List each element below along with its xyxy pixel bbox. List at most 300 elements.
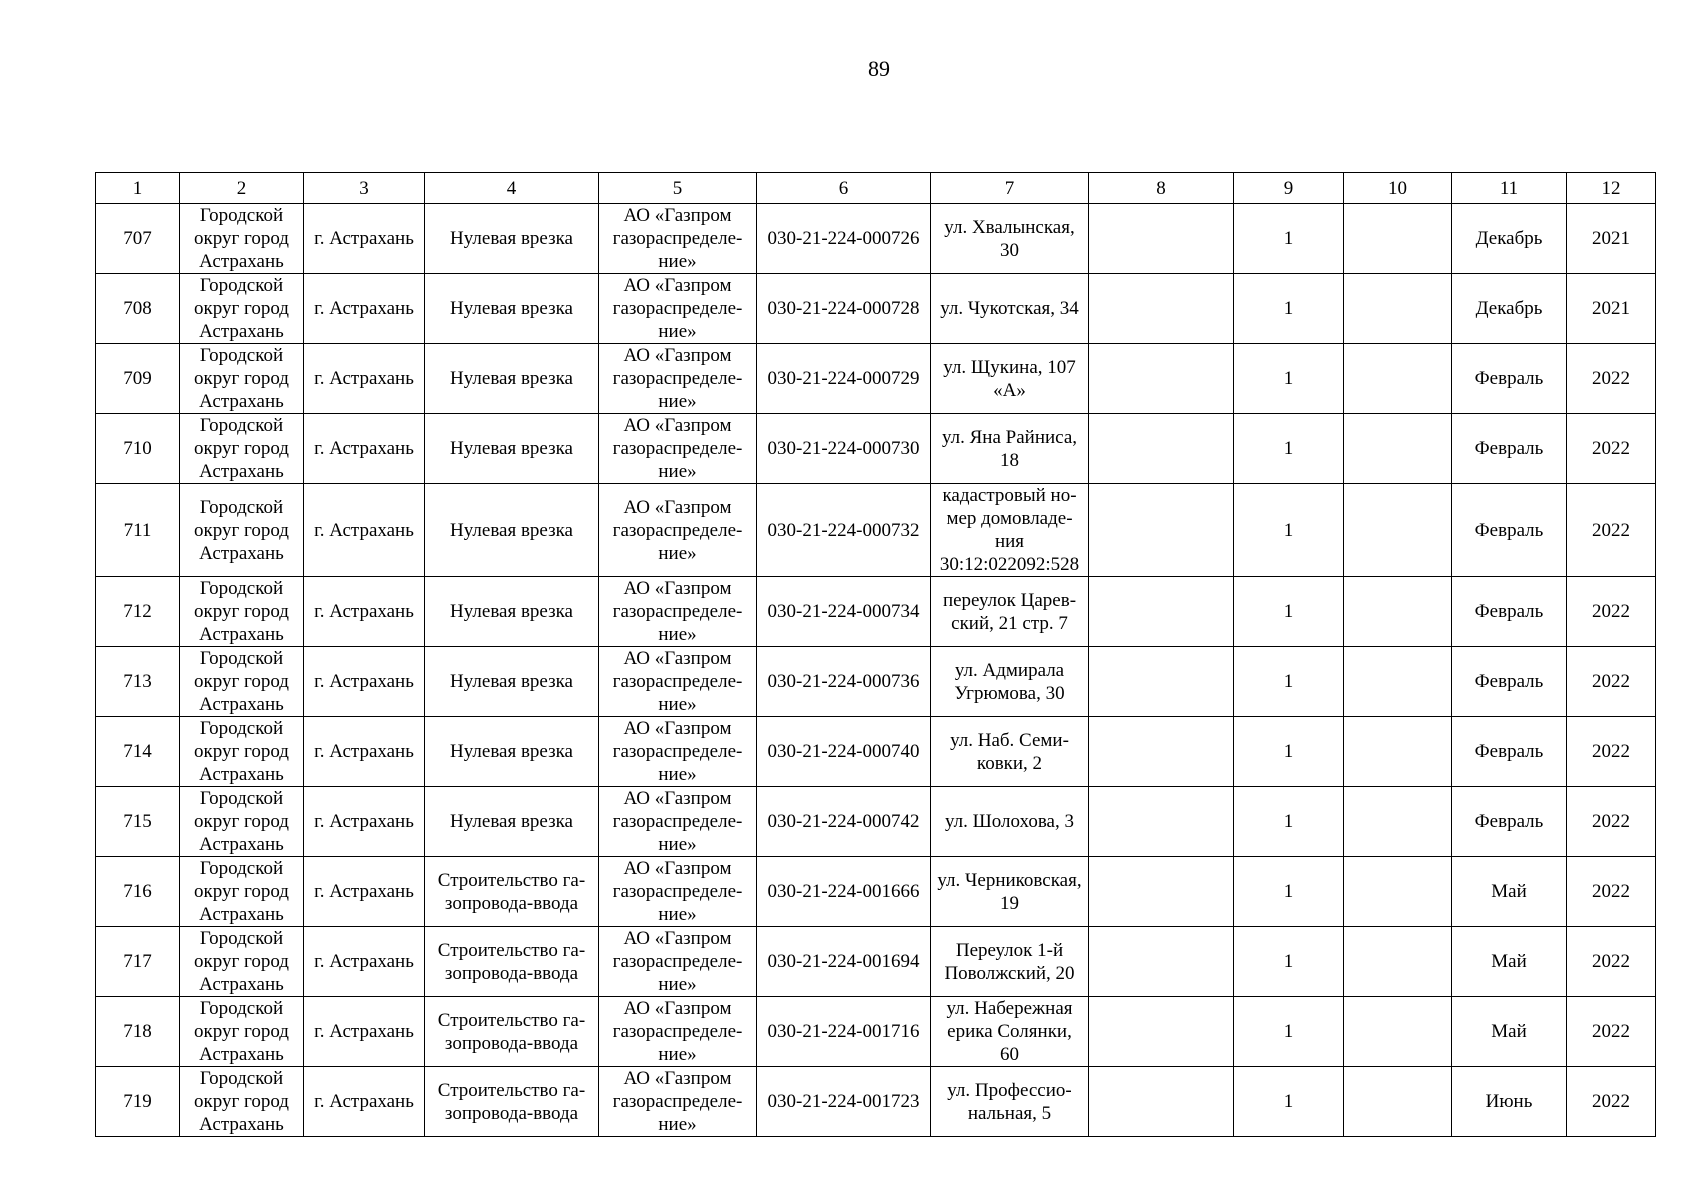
address-line: 30:12:022092:528 (939, 554, 1080, 575)
district-line: Городской (199, 345, 284, 366)
work-type-line: Нулевая врезка (450, 741, 573, 762)
organization-cell (599, 344, 757, 414)
city-cell: г. Астрахань (304, 274, 425, 344)
work-type-line: зопровода-ввода (444, 1102, 579, 1124)
organization-cell (599, 484, 757, 577)
district-cell (180, 577, 304, 647)
address-cell (931, 717, 1089, 787)
district-cell (180, 647, 304, 717)
table-row (96, 717, 1656, 787)
organization-cell (599, 787, 757, 857)
address-line: ул. Чукотская, 34 (940, 298, 1079, 319)
district-cell (180, 717, 304, 787)
address-line: 60 (1000, 1044, 1019, 1065)
work-type-line: Строительство га- (437, 1009, 586, 1031)
district-line: Городской (199, 998, 284, 1019)
address-cell (931, 344, 1089, 414)
district-line: Городской (199, 928, 284, 949)
table-row (96, 344, 1656, 414)
address-cell (931, 647, 1089, 717)
organization-line: ние» (658, 391, 697, 412)
work-type-line: Нулевая врезка (450, 671, 573, 692)
year-cell: 2022 (1567, 484, 1656, 577)
row-number-cell: 719 (96, 1067, 180, 1137)
column-10-cell (1344, 204, 1452, 274)
address-cell (931, 997, 1089, 1067)
column-10-cell (1344, 647, 1452, 717)
district-line: Астрахань (199, 251, 284, 272)
district-cell (180, 1067, 304, 1137)
organization-cell (599, 647, 757, 717)
table-row (96, 414, 1656, 484)
table-row (96, 1067, 1656, 1137)
object-code-cell: 030-21-224-001666 (757, 857, 931, 927)
address-cell (931, 484, 1089, 577)
address-line: ул. Яна Райниса, (941, 426, 1078, 448)
column-10-cell (1344, 344, 1452, 414)
work-type-cell (425, 997, 599, 1067)
year-cell: 2022 (1567, 997, 1656, 1067)
column-10-cell (1344, 787, 1452, 857)
address-line: мер домовладе- (946, 508, 1073, 529)
object-code-cell: 030-21-224-000732 (757, 484, 931, 577)
row-number-cell: 713 (96, 647, 180, 717)
year-cell: 2022 (1567, 717, 1656, 787)
address-cell (931, 414, 1089, 484)
quantity-cell: 1 (1234, 647, 1344, 717)
column-8-cell (1089, 997, 1234, 1067)
work-type-cell (425, 717, 599, 787)
column-8-cell (1089, 717, 1234, 787)
work-type-line: Строительство га- (437, 869, 586, 891)
district-line: Астрахань (199, 1114, 284, 1135)
district-line: округ город (194, 811, 289, 832)
city-cell: г. Астрахань (304, 577, 425, 647)
quantity-cell: 1 (1234, 204, 1344, 274)
address-line: ул. Шолохова, 3 (944, 811, 1074, 832)
district-line: округ город (194, 881, 289, 902)
address-cell (931, 787, 1089, 857)
object-code-cell: 030-21-224-000736 (757, 647, 931, 717)
organization-line: АО «Газпром (623, 496, 732, 518)
object-code-cell: 030-21-224-000742 (757, 787, 931, 857)
city-cell: г. Астрахань (304, 927, 425, 997)
column-8-cell (1089, 274, 1234, 344)
row-number-cell: 710 (96, 414, 180, 484)
address-cell (931, 1067, 1089, 1137)
column-header: 9 (1234, 173, 1344, 204)
table-row (96, 997, 1656, 1067)
address-line: ул. Щукина, 107 (943, 356, 1076, 378)
object-code-cell: 030-21-224-000730 (757, 414, 931, 484)
month-cell: Май (1452, 857, 1567, 927)
table-row (96, 274, 1656, 344)
district-line: Городской (199, 578, 284, 599)
column-8-cell (1089, 927, 1234, 997)
address-line: нальная, 5 (967, 1102, 1052, 1124)
city-cell: г. Астрахань (304, 1067, 425, 1137)
work-type-cell (425, 647, 599, 717)
organization-cell (599, 927, 757, 997)
district-line: Астрахань (199, 1044, 284, 1065)
address-cell (931, 857, 1089, 927)
district-line: округ город (194, 368, 289, 389)
year-cell: 2022 (1567, 857, 1656, 927)
district-line: округ город (194, 298, 289, 319)
month-cell: Декабрь (1452, 204, 1567, 274)
column-10-cell (1344, 414, 1452, 484)
organization-line: газораспределе- (612, 601, 743, 622)
column-header: 4 (425, 173, 599, 204)
district-line: Городской (199, 788, 284, 809)
district-line: округ город (194, 741, 289, 762)
district-line: округ город (194, 228, 289, 249)
column-header: 7 (931, 173, 1089, 204)
district-cell (180, 857, 304, 927)
district-line: Астрахань (199, 834, 284, 855)
district-line: Астрахань (199, 542, 284, 564)
district-cell (180, 787, 304, 857)
quantity-cell: 1 (1234, 997, 1344, 1067)
row-number-cell: 717 (96, 927, 180, 997)
organization-line: ние» (658, 251, 697, 272)
organization-line: АО «Газпром (623, 345, 732, 366)
district-line: Городской (199, 858, 284, 879)
organization-line: газораспределе- (612, 228, 743, 249)
year-cell: 2022 (1567, 577, 1656, 647)
district-cell (180, 484, 304, 577)
year-cell: 2021 (1567, 274, 1656, 344)
district-cell (180, 344, 304, 414)
city-cell: г. Астрахань (304, 717, 425, 787)
object-code-cell: 030-21-224-000740 (757, 717, 931, 787)
district-line: Астрахань (199, 391, 284, 412)
column-header: 2 (180, 173, 304, 204)
column-8-cell (1089, 344, 1234, 414)
column-10-cell (1344, 997, 1452, 1067)
row-number-cell: 716 (96, 857, 180, 927)
work-type-line: Нулевая врезка (450, 601, 573, 622)
organization-line: АО «Газпром (623, 648, 732, 669)
row-number-cell: 707 (96, 204, 180, 274)
organization-line: АО «Газпром (623, 928, 732, 949)
registry-table (95, 172, 1656, 1137)
district-line: округ город (194, 951, 289, 972)
column-header: 6 (757, 173, 931, 204)
work-type-line: Нулевая врезка (450, 811, 573, 832)
column-header: 5 (599, 173, 757, 204)
address-cell (931, 204, 1089, 274)
table-row (96, 787, 1656, 857)
district-line: Городской (199, 648, 284, 669)
address-line: ул. Наб. Семи- (950, 729, 1069, 751)
column-10-cell (1344, 274, 1452, 344)
month-cell: Февраль (1452, 414, 1567, 484)
address-line: ния (994, 531, 1025, 552)
month-cell: Май (1452, 997, 1567, 1067)
organization-line: ние» (658, 764, 697, 785)
quantity-cell: 1 (1234, 927, 1344, 997)
district-cell (180, 274, 304, 344)
organization-line: ние» (658, 694, 697, 715)
year-cell: 2021 (1567, 204, 1656, 274)
column-10-cell (1344, 1067, 1452, 1137)
quantity-cell: 1 (1234, 274, 1344, 344)
organization-line: газораспределе- (612, 368, 743, 389)
column-header: 1 (96, 173, 180, 204)
organization-line: ние» (658, 974, 697, 995)
address-line: переулок Царев- (942, 589, 1077, 611)
year-cell: 2022 (1567, 927, 1656, 997)
district-line: Астрахань (199, 694, 284, 715)
address-line: кадастровый но- (942, 485, 1077, 506)
organization-line: АО «Газпром (623, 998, 732, 1019)
quantity-cell: 1 (1234, 577, 1344, 647)
address-line: 18 (1000, 449, 1019, 471)
district-line: округ город (194, 601, 289, 622)
month-cell: Февраль (1452, 577, 1567, 647)
city-cell: г. Астрахань (304, 997, 425, 1067)
district-cell (180, 204, 304, 274)
column-header: 10 (1344, 173, 1452, 204)
column-10-cell (1344, 577, 1452, 647)
district-cell (180, 997, 304, 1067)
district-line: Астрахань (199, 904, 284, 925)
district-line: Городской (199, 718, 284, 739)
work-type-line: Строительство га- (437, 1079, 586, 1101)
organization-line: газораспределе- (612, 811, 743, 832)
quantity-cell: 1 (1234, 344, 1344, 414)
year-cell: 2022 (1567, 414, 1656, 484)
month-cell: Февраль (1452, 647, 1567, 717)
work-type-line: Нулевая врезка (450, 438, 573, 459)
address-line: Переулок 1-й (955, 939, 1064, 961)
work-type-line: зопровода-ввода (444, 962, 579, 984)
organization-cell (599, 414, 757, 484)
quantity-cell: 1 (1234, 857, 1344, 927)
object-code-cell: 030-21-224-001723 (757, 1067, 931, 1137)
column-8-cell (1089, 484, 1234, 577)
work-type-line: Нулевая врезка (450, 368, 573, 389)
address-line: ул. Набережная (946, 998, 1073, 1019)
organization-line: АО «Газпром (623, 578, 732, 599)
quantity-cell: 1 (1234, 717, 1344, 787)
address-line: Угрюмова, 30 (954, 682, 1065, 704)
object-code-cell: 030-21-224-000728 (757, 274, 931, 344)
address-line: ул. Адмирала (954, 659, 1065, 681)
organization-cell (599, 717, 757, 787)
organization-line: ние» (658, 461, 697, 482)
address-line: ул. Профессио- (947, 1079, 1072, 1101)
address-cell (931, 274, 1089, 344)
work-type-line: Нулевая врезка (450, 298, 573, 319)
district-line: Городской (199, 415, 284, 436)
object-code-cell: 030-21-224-000726 (757, 204, 931, 274)
district-line: Городской (199, 205, 284, 226)
organization-line: ние» (658, 834, 697, 855)
organization-cell (599, 577, 757, 647)
column-header: 3 (304, 173, 425, 204)
page-number: 89 (868, 56, 890, 81)
work-type-line: Нулевая врезка (450, 228, 573, 249)
column-10-cell (1344, 927, 1452, 997)
row-number-cell: 718 (96, 997, 180, 1067)
table-row (96, 484, 1656, 577)
work-type-cell (425, 484, 599, 577)
city-cell: г. Астрахань (304, 204, 425, 274)
district-cell (180, 927, 304, 997)
organization-cell (599, 204, 757, 274)
district-line: Астрахань (199, 764, 284, 785)
month-cell: Февраль (1452, 344, 1567, 414)
organization-cell (599, 1067, 757, 1137)
organization-line: АО «Газпром (623, 415, 732, 436)
column-8-cell (1089, 857, 1234, 927)
district-line: округ город (194, 1021, 289, 1042)
organization-cell (599, 274, 757, 344)
organization-line: АО «Газпром (623, 275, 732, 296)
district-line: округ город (194, 671, 289, 692)
table-row (96, 647, 1656, 717)
work-type-cell (425, 927, 599, 997)
organization-line: АО «Газпром (623, 718, 732, 739)
column-8-cell (1089, 1067, 1234, 1137)
address-line: 19 (1000, 892, 1019, 914)
district-line: Городской (199, 275, 284, 296)
district-line: округ город (194, 519, 289, 541)
district-line: Городской (199, 496, 284, 518)
header-row (96, 173, 1656, 204)
address-line: ул. Черниковская, (937, 869, 1082, 891)
column-8-cell (1089, 647, 1234, 717)
organization-line: газораспределе- (612, 741, 743, 762)
address-line: ул. Хвалынская, (944, 216, 1075, 238)
organization-line: газораспределе- (612, 881, 743, 902)
organization-line: ние» (658, 624, 697, 645)
object-code-cell: 030-21-224-000729 (757, 344, 931, 414)
city-cell: г. Астрахань (304, 787, 425, 857)
column-header: 12 (1567, 173, 1656, 204)
month-cell: Февраль (1452, 787, 1567, 857)
work-type-line: Нулевая врезка (450, 519, 573, 541)
month-cell: Февраль (1452, 484, 1567, 577)
district-line: Астрахань (199, 461, 284, 482)
organization-line: газораспределе- (612, 951, 743, 972)
organization-line: газораспределе- (612, 1021, 743, 1042)
quantity-cell: 1 (1234, 484, 1344, 577)
month-cell: Июнь (1452, 1067, 1567, 1137)
table-row (96, 927, 1656, 997)
district-line: Астрахань (199, 321, 284, 342)
address-line: «А» (993, 379, 1026, 401)
work-type-cell (425, 274, 599, 344)
row-number-cell: 709 (96, 344, 180, 414)
district-line: округ город (194, 1091, 289, 1112)
address-line: ский, 21 стр. 7 (951, 612, 1068, 634)
work-type-line: зопровода-ввода (444, 892, 579, 914)
quantity-cell: 1 (1234, 414, 1344, 484)
work-type-cell (425, 1067, 599, 1137)
organization-line: АО «Газпром (623, 858, 732, 879)
column-10-cell (1344, 857, 1452, 927)
city-cell: г. Астрахань (304, 414, 425, 484)
table-row (96, 577, 1656, 647)
organization-cell (599, 857, 757, 927)
work-type-cell (425, 577, 599, 647)
work-type-line: зопровода-ввода (444, 1032, 579, 1054)
organization-line: газораспределе- (612, 298, 743, 319)
organization-line: газораспределе- (612, 671, 743, 692)
month-cell: Май (1452, 927, 1567, 997)
work-type-cell (425, 414, 599, 484)
row-number-cell: 714 (96, 717, 180, 787)
district-line: округ город (194, 438, 289, 459)
city-cell: г. Астрахань (304, 484, 425, 577)
city-cell: г. Астрахань (304, 857, 425, 927)
column-10-cell (1344, 484, 1452, 577)
object-code-cell: 030-21-224-001694 (757, 927, 931, 997)
table-row (96, 204, 1656, 274)
row-number-cell: 708 (96, 274, 180, 344)
column-header: 11 (1452, 173, 1567, 204)
column-8-cell (1089, 787, 1234, 857)
month-cell: Декабрь (1452, 274, 1567, 344)
city-cell: г. Астрахань (304, 344, 425, 414)
organization-line: АО «Газпром (623, 205, 732, 226)
year-cell: 2022 (1567, 344, 1656, 414)
table-body (96, 204, 1656, 1137)
object-code-cell: 030-21-224-000734 (757, 577, 931, 647)
district-line: Городской (199, 1068, 284, 1089)
address-line: ерика Солянки, (947, 1021, 1072, 1042)
object-code-cell: 030-21-224-001716 (757, 997, 931, 1067)
quantity-cell: 1 (1234, 787, 1344, 857)
city-cell: г. Астрахань (304, 647, 425, 717)
organization-line: ние» (658, 321, 697, 342)
organization-line: газораспределе- (612, 519, 743, 541)
row-number-cell: 715 (96, 787, 180, 857)
work-type-cell (425, 787, 599, 857)
organization-line: ние» (658, 542, 697, 564)
column-header: 8 (1089, 173, 1234, 204)
organization-line: АО «Газпром (623, 1068, 732, 1089)
organization-line: газораспределе- (612, 438, 743, 459)
work-type-cell (425, 857, 599, 927)
address-line: Поволжский, 20 (944, 962, 1075, 984)
organization-line: АО «Газпром (623, 788, 732, 809)
column-8-cell (1089, 414, 1234, 484)
row-number-cell: 711 (96, 484, 180, 577)
year-cell: 2022 (1567, 1067, 1656, 1137)
district-line: Астрахань (199, 624, 284, 645)
work-type-cell (425, 344, 599, 414)
address-line: ковки, 2 (976, 752, 1043, 774)
address-cell (931, 577, 1089, 647)
organization-line: ние» (658, 1114, 697, 1135)
row-number-cell: 712 (96, 577, 180, 647)
column-8-cell (1089, 577, 1234, 647)
district-line: Астрахань (199, 974, 284, 995)
district-cell (180, 414, 304, 484)
column-8-cell (1089, 204, 1234, 274)
work-type-line: Строительство га- (437, 939, 586, 961)
quantity-cell: 1 (1234, 1067, 1344, 1137)
organization-line: газораспределе- (612, 1091, 743, 1112)
table-row (96, 857, 1656, 927)
year-cell: 2022 (1567, 647, 1656, 717)
address-line: 30 (1000, 239, 1019, 261)
month-cell: Февраль (1452, 717, 1567, 787)
